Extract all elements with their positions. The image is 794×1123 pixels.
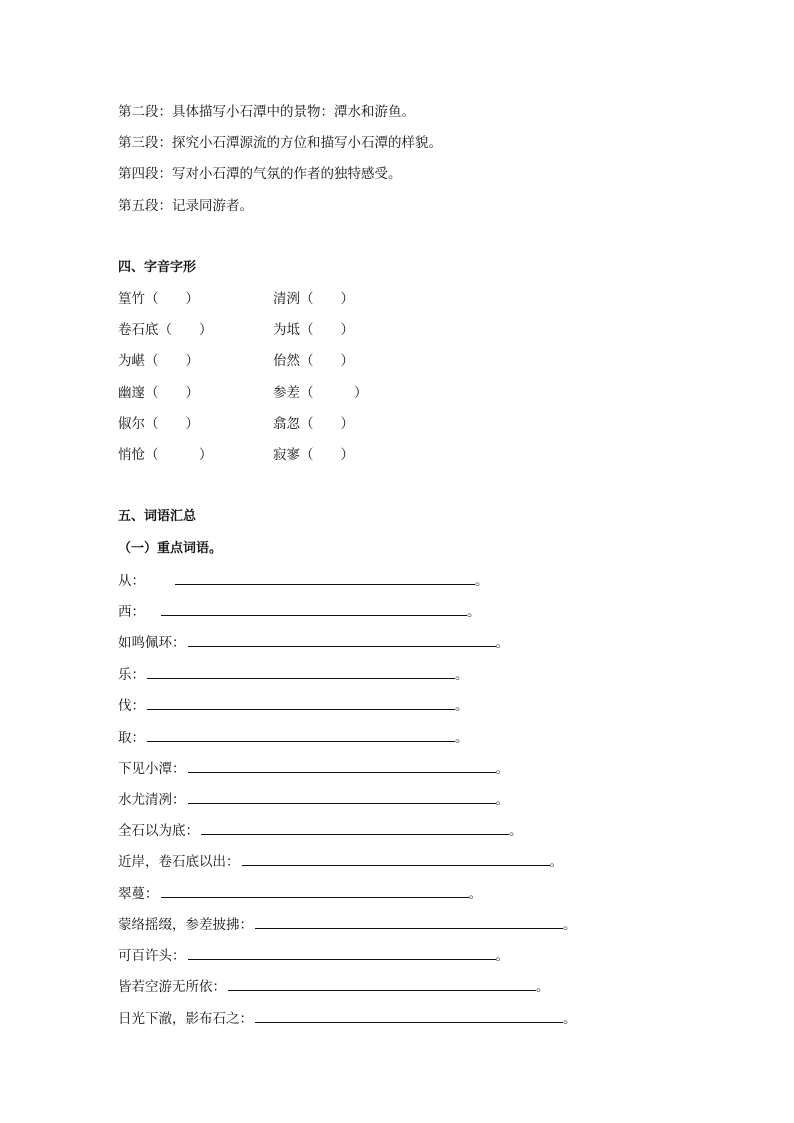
vocab-label: 如鸣佩环： [118, 635, 186, 651]
vocab-row: 从： 。 [118, 570, 489, 591]
vocab-label: 皆若空游无所依： [118, 979, 226, 995]
summary-line-3: 第三段：探究小石潭源流的方位和描写小石潭的样貌。 [118, 135, 442, 151]
section4-title: 四、字音字形 [118, 260, 197, 275]
pronunciation-item: 卷石底（ ） [118, 322, 213, 338]
pronunciation-item: 幽邃（ ） [118, 385, 199, 401]
answer-blank[interactable] [255, 1008, 563, 1023]
vocab-label: 下见小潭： [118, 761, 186, 777]
pronunciation-item: 悄怆（ ） [118, 447, 213, 463]
vocab-label: 蒙络摇缀，参差披拂： [118, 917, 253, 933]
answer-blank[interactable] [228, 976, 536, 991]
pronunciation-item: 清洌（ ） [273, 291, 354, 307]
vocab-label: 日光下澈，影布石之： [118, 1011, 253, 1027]
vocab-row: 近岸，卷石底以出： 。 [118, 851, 563, 872]
vocab-label: 乐： [118, 667, 145, 683]
answer-blank[interactable] [161, 883, 469, 898]
vocab-row: 如鸣佩环： 。 [118, 632, 509, 653]
vocab-row: 伐： 。 [118, 695, 469, 716]
vocab-row: 可百许头： 。 [118, 945, 509, 966]
answer-blank[interactable] [255, 914, 563, 929]
vocab-label: 伐： [118, 698, 145, 714]
vocab-label: 翠蔓： [118, 886, 159, 902]
vocab-row: 取： 。 [118, 727, 469, 748]
answer-blank[interactable] [147, 727, 455, 742]
vocab-row: 皆若空游无所依： 。 [118, 976, 550, 997]
vocab-row: 下见小潭： 。 [118, 758, 509, 779]
pronunciation-item: 为坻（ ） [273, 322, 354, 338]
pronunciation-item: 俶尔（ ） [118, 416, 199, 432]
vocab-label: 近岸，卷石底以出： [118, 854, 240, 870]
vocab-label: 全石以为底： [118, 823, 199, 839]
vocab-row: 水尤清冽： 。 [118, 789, 509, 810]
vocab-row: 蒙络摇缀，参差披拂： 。 [118, 914, 577, 935]
vocab-row: 日光下澈，影布石之： 。 [118, 1008, 577, 1029]
answer-blank[interactable] [201, 820, 509, 835]
answer-blank[interactable] [188, 945, 496, 960]
vocab-row: 西： 。 [118, 601, 481, 622]
pronunciation-item: 佁然（ ） [273, 353, 354, 369]
vocab-label: 水尤清冽： [118, 792, 186, 808]
vocab-row: 全石以为底： 。 [118, 820, 523, 841]
pronunciation-item: 参差（ ） [273, 385, 368, 401]
pronunciation-item: 篁竹（ ） [118, 291, 199, 307]
pronunciation-item: 为嵁（ ） [118, 353, 199, 369]
answer-blank[interactable] [147, 695, 455, 710]
pronunciation-item: 翕忽（ ） [273, 416, 354, 432]
vocab-label: 取： [118, 730, 145, 746]
vocab-label: 可百许头： [118, 948, 186, 964]
answer-blank[interactable] [161, 601, 467, 616]
vocab-label: 西： [118, 604, 145, 620]
summary-line-4: 第四段：写对小石潭的气氛的作者的独特感受。 [118, 166, 402, 182]
vocab-row: 翠蔓： 。 [118, 883, 482, 904]
section5-title: 五、词语汇总 [118, 509, 197, 524]
pronunciation-item: 寂寥（ ） [273, 447, 354, 463]
answer-blank[interactable] [188, 632, 496, 647]
vocab-label: 从： [118, 573, 145, 589]
vocab-row: 乐： 。 [118, 664, 469, 685]
section5-subtitle: （一）重点词语。 [118, 541, 223, 556]
summary-line-5: 第五段：记录同游者。 [118, 198, 253, 214]
answer-blank[interactable] [175, 570, 475, 585]
summary-line-2: 第二段：具体描写小石潭中的景物：潭水和游鱼。 [118, 104, 415, 120]
answer-blank[interactable] [188, 789, 496, 804]
answer-blank[interactable] [242, 851, 550, 866]
answer-blank[interactable] [147, 664, 455, 679]
answer-blank[interactable] [188, 758, 496, 773]
